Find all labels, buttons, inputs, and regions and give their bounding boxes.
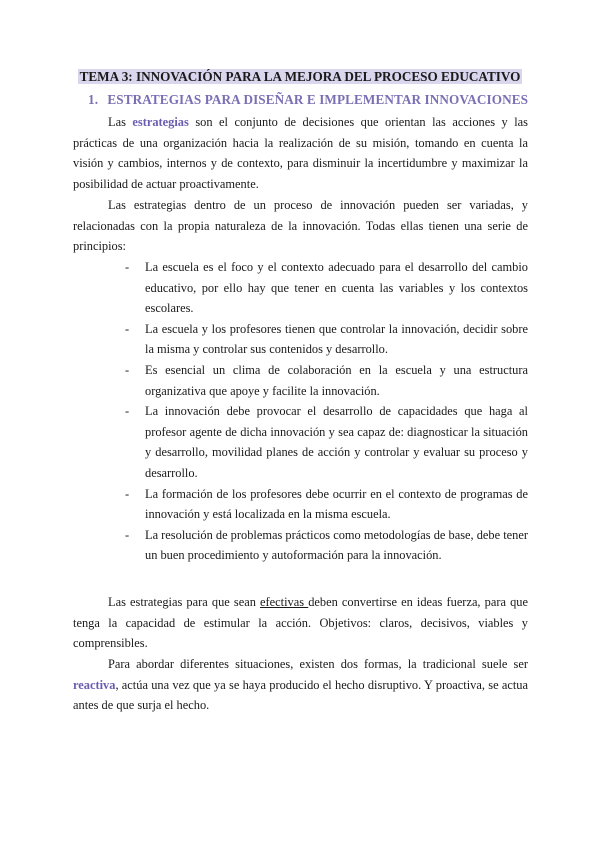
paragraph-effective-strategies — [73, 592, 528, 654]
highlighted-term: estrategias — [132, 115, 189, 129]
list-item — [123, 319, 528, 360]
paragraph-text: son el conjunto de decisiones que orientan las acciones y las prácticas de una organización hacia la realización de su misión, tomando en cuenta la visión y cambios, internos y de contexto, para disminuir la incertidumbre y maximizar la posibilidad de actuar proactivamente. — [73, 115, 528, 191]
list-item — [123, 360, 528, 401]
list-item — [123, 257, 528, 319]
section-heading — [88, 92, 528, 108]
paragraph-definition — [73, 112, 528, 194]
list-item-text: La escuela y los profesores tienen que controlar la innovación, decidir sobre la misma y controlar sus contenidos y desarrollo. — [145, 321, 528, 357]
bullet-dash: - — [125, 321, 130, 336]
paragraph-principles-intro — [73, 195, 528, 257]
principles-list — [123, 257, 528, 566]
bullet-dash: - — [125, 527, 130, 542]
underlined-term: efectivas — [260, 595, 309, 609]
section-heading-text: ESTRATEGIAS PARA DISEÑAR E IMPLEMENTAR INNOVACIONES — [107, 92, 529, 107]
paragraph-text: Para abordar diferentes situaciones, existen dos formas, la tradicional suele ser — [108, 657, 528, 671]
page-title-text: TEMA 3: INNOVACIÓN PARA LA MEJORA DEL PROCESO EDUCATIVO — [79, 69, 521, 84]
bullet-dash: - — [125, 404, 130, 419]
paragraph-text: Las — [108, 115, 133, 129]
list-item — [123, 484, 528, 525]
list-item-text: La formación de los profesores debe ocurrir en el contexto de programas de innovación y está localizada en la misma escuela. — [145, 486, 528, 522]
paragraph-text: deben convertirse en ideas fuerza, para que tenga la capacidad de estimular la acción. Objetivos: claros, decisivos, viables y comprensibles. — [73, 595, 528, 651]
list-item-text: Es esencial un clima de colaboración en la escuela y una estructura organizativa que apoye y facilite la innovación. — [145, 362, 528, 398]
list-item-text: La escuela es el foco y el contexto adecuado para el desarrollo del cambio educativo, por ello hay que tener en cuenta las variables y los contextos escolares. — [145, 260, 528, 316]
paragraph-approaches — [73, 654, 528, 716]
list-item-text: La innovación debe provocar el desarrollo de capacidades que haga al profesor agente de dicha innovación y sea capaz de: diagnosticar la situación y desarrollo, movilidad planes de acción y controlar y evaluar su proceso y desarrollo. — [145, 404, 528, 480]
page-title — [0, 69, 600, 85]
bullet-dash: - — [125, 362, 130, 377]
bullet-dash: - — [125, 260, 130, 274]
paragraph-text: Las estrategias dentro de un proceso de innovación pueden ser variadas, y relacionadas con la propia naturaleza de la innovación. Todas ellas tienen una serie de principios: — [73, 198, 528, 254]
section-number: 1. — [88, 92, 99, 107]
list-item — [123, 525, 528, 566]
list-item — [123, 401, 528, 483]
paragraph-text: , actúa una vez que ya se haya producido el hecho disruptivo. Y proactiva, se actua antes de que surja el hecho. — [73, 677, 528, 713]
bullet-dash: - — [125, 486, 130, 501]
highlighted-term: reactiva — [73, 677, 116, 692]
list-item-text: La resolución de problemas prácticos como metodologías de base, debe tener un buen procedimiento y autoformación para la innovación. — [145, 527, 528, 563]
paragraph-text: Las estrategias para que sean — [108, 595, 261, 609]
